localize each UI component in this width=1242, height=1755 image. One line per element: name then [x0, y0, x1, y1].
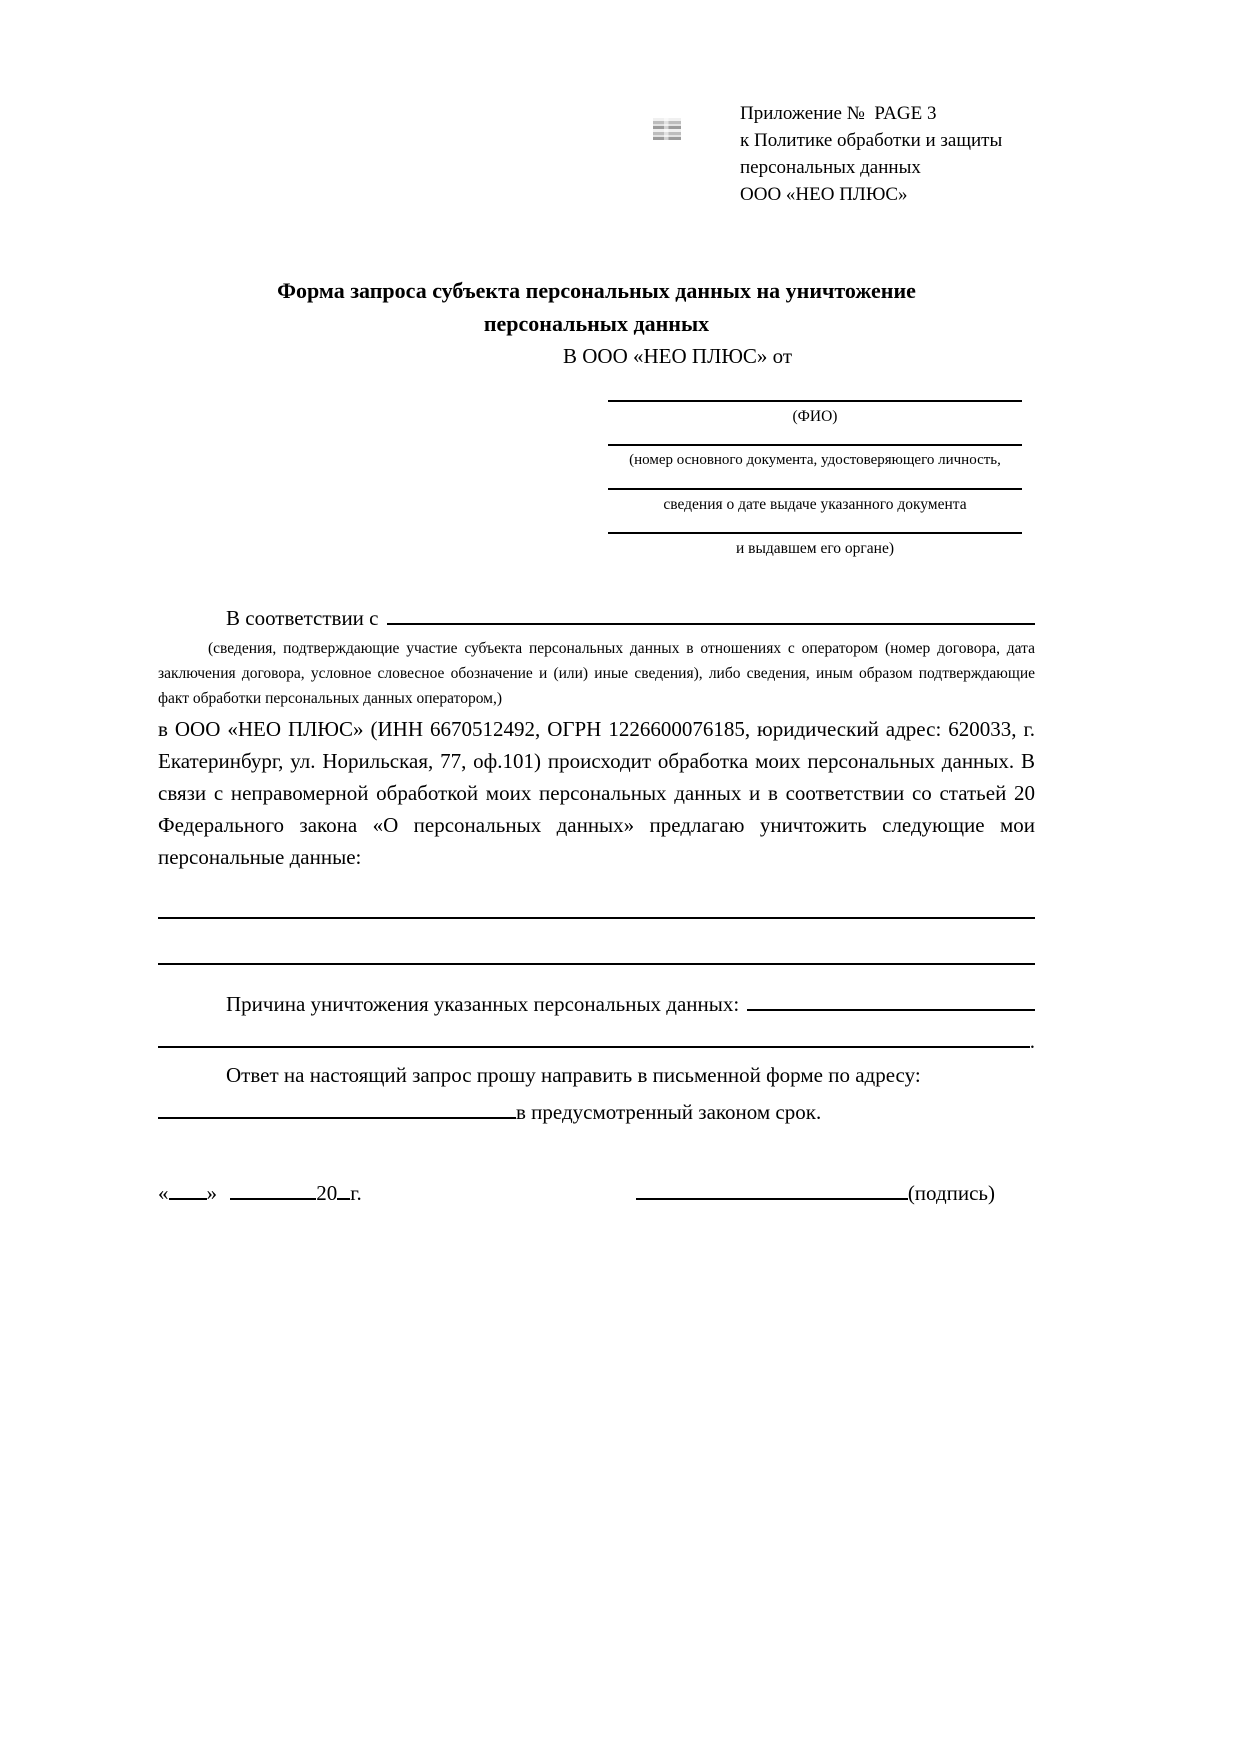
response-request-line: Ответ на настоящий запрос прошу направить в письменной форме по адресу:: [226, 1063, 921, 1087]
issue-date-caption: сведения о дате выдаче указанного документа: [663, 496, 967, 513]
field-document-number: [608, 444, 1022, 471]
response-address-blank-line: [158, 1093, 516, 1119]
document-number-caption: (номер основного документа, удостоверяющего личность,: [629, 452, 1001, 468]
reason-continuation-row: [158, 1022, 1035, 1057]
accordance-fine-print: (сведения, подтверждающие участие субъекта персональных данных в отношениях с оператором (номер договора, дата заключения договора, условное словесное обозначение и (или) иные сведения), либо сведения, иным образом подтверждающие факт обработки персональных данных оператором,): [158, 640, 1035, 707]
embedded-object-placeholder-icon: [653, 118, 681, 140]
appendix-number-line: Приложение № PAGE 3: [740, 103, 937, 124]
date-month-blank-line: [230, 1174, 316, 1200]
header-row: [158, 100, 1035, 208]
addressee-line: В ООО «НЕО ПЛЮС» от: [563, 344, 793, 368]
field-issuing-authority: [608, 532, 1022, 559]
reason-blank-line: [747, 985, 1035, 1011]
policy-reference-line-2: персональных данных: [740, 157, 921, 178]
signature-group: [636, 1174, 995, 1209]
accordance-lead-text: В соответствии с: [226, 606, 379, 630]
reason-row: [158, 985, 1035, 1020]
date-close-quote: »: [206, 1181, 223, 1205]
response-term-text: в предусмотренный законом срок.: [516, 1100, 822, 1124]
accordance-blank-line: [387, 599, 1036, 625]
field-document-issue-date: [608, 488, 1022, 515]
issuing-authority-caption: и выдавшем его органе): [735, 540, 895, 557]
form-title-line-1: Форма запроса субъекта персональных данных на уничтожение: [277, 278, 916, 303]
date-year-blank-line: [337, 1174, 350, 1200]
form-title-line-2: персональных данных: [483, 311, 710, 336]
document-content: [158, 100, 1035, 1209]
form-title: [158, 274, 1035, 340]
accordance-row: [158, 599, 1035, 634]
reason-label: Причина уничтожения указанных персональных данных:: [226, 992, 740, 1016]
response-address-row: [158, 1093, 1035, 1128]
personal-data-blank-line-2: [158, 963, 1035, 965]
reason-continuation-blank-line: [158, 1022, 1030, 1048]
appendix-header-block: [740, 100, 1002, 208]
main-body-paragraph: в ООО «НЕО ПЛЮС» (ИНН 6670512492, ОГРН 1226600076185, юридический адрес: 620033, г. Екатеринбург, ул. Норильская, 77, оф.101) происходит обработка моих персональных данных. В связи с неправомерной обработкой моих персональных данных и в соответствии со статьей 20 Федерального закона «О персональных данных» предлагаю уничтожить следующие мои персональные данные:: [158, 717, 1035, 869]
date-day-blank-line: [169, 1174, 207, 1200]
personal-data-blank-line-1: [158, 917, 1035, 919]
date-year-suffix: г.: [350, 1181, 362, 1205]
field-full-name: [608, 400, 1022, 427]
full-name-caption: (ФИО): [792, 408, 838, 425]
organization-name-line: ООО «НЕО ПЛЮС»: [740, 184, 908, 205]
identity-fields: [608, 400, 1022, 559]
signature-blank-line: [636, 1174, 908, 1200]
date-year-prefix: 20: [316, 1181, 338, 1205]
date-open-quote: «: [158, 1181, 169, 1205]
date-signature-row: [158, 1174, 1035, 1209]
signature-caption: (подпись): [907, 1181, 995, 1205]
policy-reference-line-1: к Политике обработки и защиты: [740, 130, 1003, 151]
reason-trailing-period: .: [1029, 1029, 1035, 1053]
date-group: [158, 1174, 362, 1209]
